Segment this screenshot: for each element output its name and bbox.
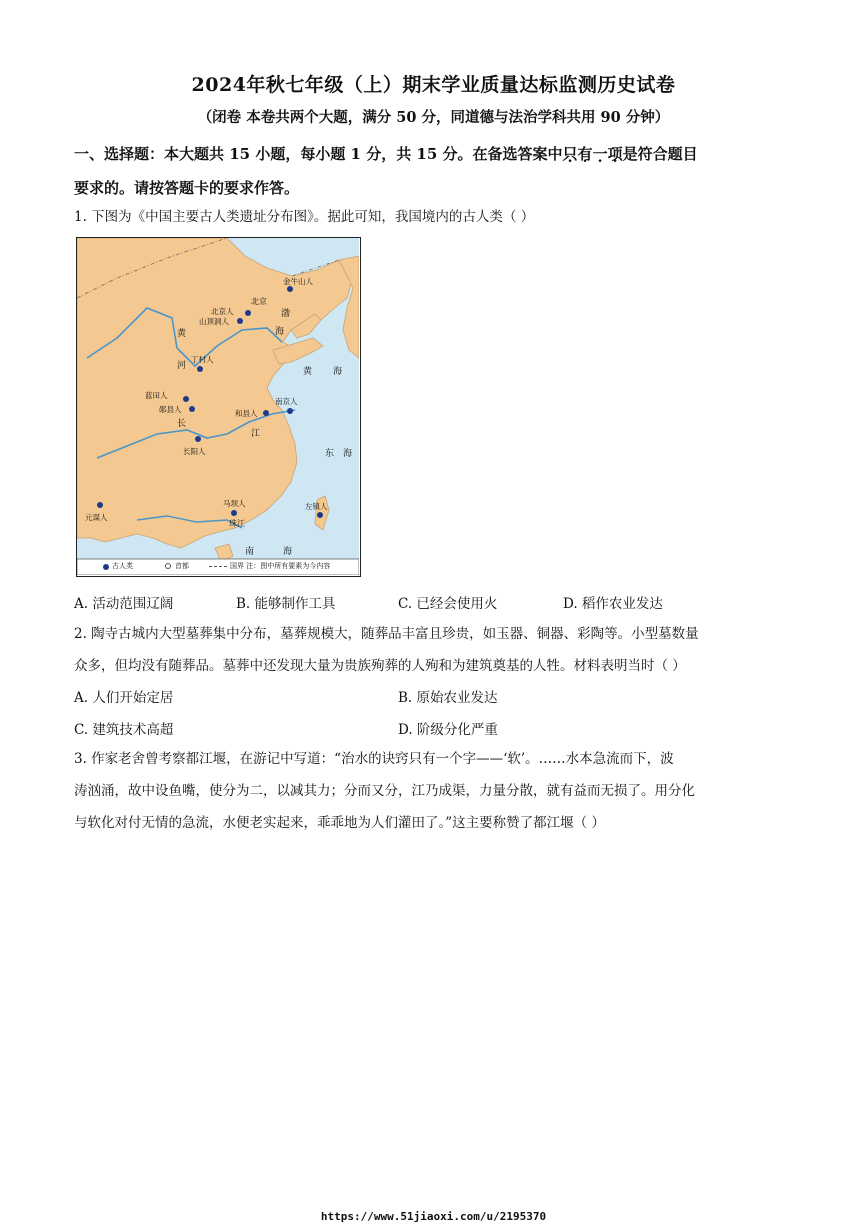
sea-label: 渤 <box>281 309 291 319</box>
site-dot <box>197 366 203 372</box>
section-line2: 要求的。请按答题卡的要求作答。 <box>74 179 300 197</box>
q3-line: 与软化对付无情的急流，水便老实起来，乖乖地为人们灌田了。”这主要称赞了都江堰（ ） <box>74 815 605 831</box>
q2-line: 2. 陶寺古城内大型墓葬集中分布，墓葬规模大，随葬品丰富且珍贵，如玉器、铜器、彩陶等。小型墓数量 <box>74 626 699 642</box>
sea-label: 海 <box>343 449 353 459</box>
legend-dot-icon <box>103 564 109 570</box>
exam-subtitle: （闭卷 本卷共两个大题，满分 50 分，同道德与法治学科共用 90 分钟） <box>197 109 670 126</box>
emph-char: 项 . <box>608 145 623 163</box>
site-label: 长阳人 <box>183 447 206 456</box>
site-dot <box>189 406 195 412</box>
capital-label: 北京 <box>251 297 267 306</box>
emph-char: 只 . <box>563 145 578 163</box>
q2-option-c[interactable]: C. 建筑技术高超 <box>74 722 174 738</box>
site-label: 和县人 <box>235 409 258 418</box>
q1-option-b[interactable]: B. 能够制作工具 <box>236 596 336 612</box>
q1-option-a[interactable]: A. 活动范围辽阔 <box>74 596 174 612</box>
legend-label: 国界 注：图中所有要素为今内容 <box>230 562 331 570</box>
section-instructions <box>74 137 734 205</box>
exam-title: 2024年秋七年级（上）期末学业质量达标监测历史试卷 <box>191 74 676 96</box>
site-label: 郧县人 <box>159 405 182 414</box>
river-label: 长 <box>177 419 187 429</box>
q1-option-c[interactable]: C. 已经会使用火 <box>398 596 498 612</box>
q1-stem: 1. 下图为《中国主要古人类遗址分布图》。据此可知，我国境内的古人类（ ） <box>74 209 535 225</box>
site-label: 丁村人 <box>191 355 214 364</box>
sea-label: 黄 <box>303 367 313 377</box>
legend-label: 首都 <box>175 562 189 570</box>
q2-option-a[interactable]: A. 人们开始定居 <box>74 690 174 706</box>
site-label: 元谋人 <box>85 513 108 522</box>
ancient-human-sites-map <box>76 237 361 577</box>
legend-border-icon <box>209 566 227 567</box>
sea-label: 海 <box>333 367 343 377</box>
section-line1-post: 是符合题目 <box>622 145 698 163</box>
river-label: 珠江 <box>229 519 245 528</box>
footer-url: https://www.51jiaoxi.com/u/2195370 <box>320 1210 547 1223</box>
river-label: 黄 <box>177 329 187 339</box>
q3-line: 3. 作家老舍曾考察都江堰，在游记中写道：“治水的诀窍只有一个字——‘软’。……水本急流而下，波 <box>74 751 674 767</box>
site-dot <box>231 510 237 516</box>
site-label: 马坝人 <box>223 499 246 508</box>
capital-dot <box>245 310 251 316</box>
river-label: 江 <box>251 429 261 439</box>
site-label: 北京人 <box>211 307 234 316</box>
emph-char: 一 . <box>593 145 608 163</box>
river-label: 河 <box>177 361 187 371</box>
site-label: 金牛山人 <box>283 277 313 286</box>
sea-label: 海 <box>283 547 293 557</box>
site-dot <box>183 396 189 402</box>
q2-option-d[interactable]: D. 阶级分化严重 <box>398 722 498 738</box>
q2-option-b[interactable]: B. 原始农业发达 <box>398 690 498 706</box>
site-dot <box>287 408 293 414</box>
site-label: 左镇人 <box>305 502 328 511</box>
q2-stem <box>74 618 734 682</box>
sea-label: 东 <box>325 449 335 459</box>
legend-capital-icon <box>165 563 171 569</box>
q2-line: 众多，但均没有随葬品。墓葬中还发现大量为贵族殉葬的人殉和为建筑奠基的人牲。材料表明当时（ ） <box>74 658 686 674</box>
q3-stem <box>74 743 734 839</box>
site-dot <box>237 318 243 324</box>
site-label: 蓝田人 <box>145 391 168 400</box>
sea-label: 南 <box>245 547 255 557</box>
site-dot <box>97 502 103 508</box>
site-dot <box>317 512 323 518</box>
legend-label: 古人类 <box>112 562 133 570</box>
site-dot <box>263 410 269 416</box>
q3-line: 涛汹涌，故中设鱼嘴，使分为二，以减其力；分而又分，江乃成渠，力量分散，就有益而无损了。用分化 <box>74 783 695 799</box>
site-label: 山顶洞人 <box>199 317 229 326</box>
emph-char: 有 . <box>578 145 593 163</box>
site-dot <box>195 436 201 442</box>
q1-option-d[interactable]: D. 稻作农业发达 <box>563 596 663 612</box>
section-line1-pre: 一、选择题：本大题共 15 小题，每小题 1 分，共 15 分。在备选答案中 <box>74 145 563 163</box>
site-label: 南京人 <box>275 397 298 406</box>
sea-label: 海 <box>275 327 285 337</box>
